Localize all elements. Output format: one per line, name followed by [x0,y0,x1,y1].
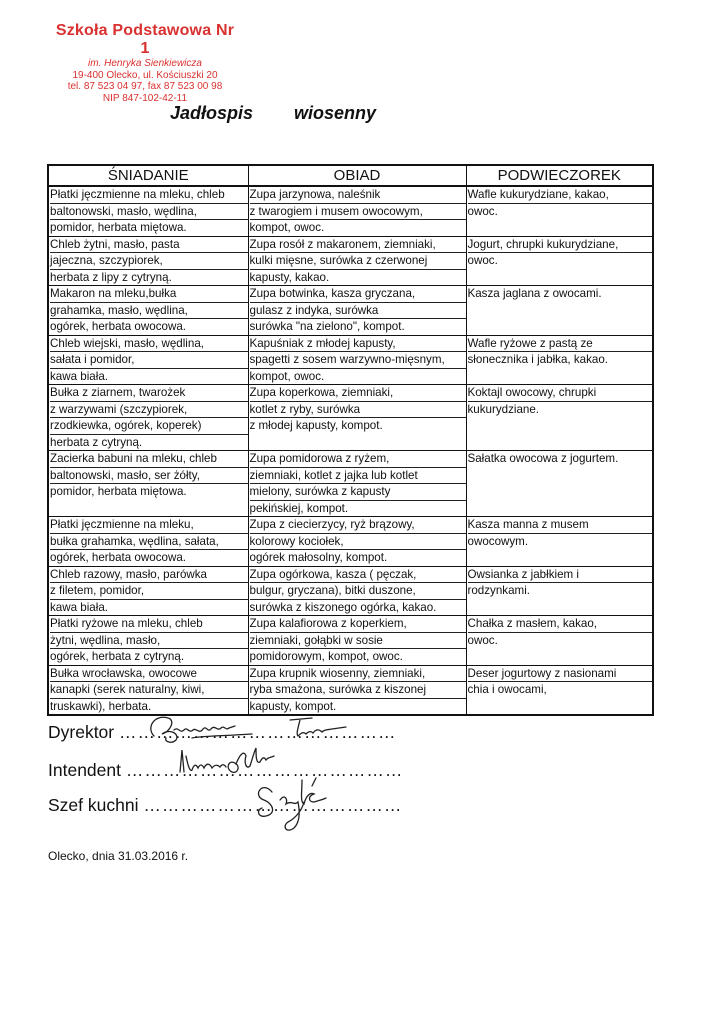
menu-cell-line: owoc. [467,204,498,218]
menu-cell-snack [466,616,653,666]
menu-cell-line: ziemniaki, gołąbki w sosie [250,633,466,650]
menu-cell-snack [466,566,653,616]
menu-cell-line: Bułka z ziarnem, twarożek [50,385,248,402]
menu-cell-breakfast [48,286,248,336]
menu-cell-line: kotlet z ryby, surówka [250,402,466,419]
menu-cell-line: Jogurt, chrupki kukurydziane, [468,237,653,254]
menu-cell-line: chia i owocami, [467,683,547,696]
table-row [48,385,653,451]
menu-cell-line: Zupa kalafiorowa z koperkiem, [250,616,466,633]
menu-cell-line: z filetem, pomidor, [50,583,248,600]
stamp-school-name: Szkoła Podstawowa Nr 1 [55,22,235,57]
stamp-phone: tel. 87 523 04 97, fax 87 523 00 98 [67,81,223,92]
menu-cell-lunch [248,517,466,567]
table-row [48,566,653,616]
chef-dots: …………………………………… [143,795,403,815]
table-row [48,286,653,336]
menu-cell-line: mielony, surówka z kapusty [250,484,466,501]
menu-cell-line: kapusty, kakao. [249,270,330,284]
table-row [48,236,653,286]
director-label: Dyrektor [48,722,115,742]
menu-cell-snack [466,451,653,517]
menu-table-body [48,186,653,715]
menu-cell-line: kawa biała. [50,369,109,383]
header-lunch: OBIAD [248,165,466,186]
menu-cell-line: Chałka z masłem, kakao, [468,616,653,633]
menu-cell-breakfast [48,517,248,567]
menu-cell-line: Zupa botwinka, kasza gryczana, [250,286,466,303]
menu-cell-line: pomidor, herbata miętowa. [50,221,187,234]
menu-cell-line: baltonowski, masło, wędlina, [50,204,248,221]
menu-cell-breakfast [48,385,248,451]
table-header-row [48,165,653,186]
menu-cell-line: bułka grahamka, wędlina, sałata, [50,534,248,551]
menu-cell-line: sałata i pomidor, [50,352,248,369]
menu-cell-lunch [248,385,466,451]
menu-cell-breakfast [48,566,248,616]
chef-handwritten-signature [252,772,342,840]
menu-cell-line: kukurydziane. [467,402,540,416]
header-snack: PODWIECZOREK [466,165,653,186]
menu-cell-snack [466,286,653,336]
menu-table [47,164,654,716]
header-breakfast: ŚNIADANIE [48,165,248,186]
menu-cell-line: Wafle ryżowe z pastą ze [468,336,653,353]
menu-cell-line: kulki mięsne, surówka z czerwonej [250,253,466,270]
menu-cell-line: grahamka, masło, wędlina, [50,303,248,320]
stamp-nip: NIP 847-102-42-11 [102,92,188,104]
menu-cell-line: pomidor, herbata miętowa. [50,485,187,498]
menu-cell-line: Deser jogurtowy z nasionami [468,666,653,683]
menu-cell-line: Kasza jaglana z owocami. [467,287,602,300]
menu-cell-snack [466,335,653,385]
menu-cell-line: Zupa krupnik wiosenny, ziemniaki, [250,666,466,683]
menu-cell-line: Owsianka z jabłkiem i [468,567,653,584]
menu-cell-line: Płatki jęczmienne na mleku, chleb [50,187,248,204]
menu-cell-line: Zupa ogórkowa, kasza ( pęczak, [250,567,466,584]
menu-cell-line: herbata z lipy z cytryną. [50,270,172,284]
menu-cell-line: Chleb razowy, masło, parówka [50,567,248,584]
menu-cell-lunch [248,286,466,336]
menu-cell-line: ogórek, herbata owocowa. [50,551,186,564]
document-date: Olecko, dnia 31.03.2016 r. [48,849,189,863]
menu-cell-line: pekińskiej, kompot. [249,501,349,515]
menu-cell-breakfast [48,335,248,385]
menu-cell-line: kawa biała. [50,600,109,614]
table-row [48,517,653,567]
menu-cell-line: kompot, owoc. [249,369,325,383]
menu-cell-line: ogórek małosolny, kompot. [249,551,388,564]
intendent-label: Intendent [48,760,121,780]
menu-cell-breakfast [48,616,248,666]
menu-cell-line: pomidorowym, kompot, owoc. [249,650,403,663]
menu-cell-line: z młodej kapusty, kompot. [249,419,383,432]
menu-cell-lunch [248,236,466,286]
menu-cell-line: z twarogiem i musem owocowym, [250,204,466,221]
menu-cell-lunch [248,566,466,616]
menu-cell-lunch [248,186,466,236]
menu-cell-breakfast [48,236,248,286]
menu-cell-line: Zupa rosół z makaronem, ziemniaki, [250,237,466,254]
menu-cell-line: baltonowski, masło, ser żółty, [50,468,248,485]
menu-cell-line: owocowym. [467,534,529,548]
menu-cell-line: Zupa koperkowa, ziemniaki, [250,385,466,402]
menu-cell-line: Chleb żytni, masło, pasta [50,237,248,254]
menu-cell-line: Płatki ryżowe na mleku, chleb [50,616,248,633]
menu-cell-line: ziemniaki, kotlet z jajka lub kotlet [250,468,466,485]
menu-cell-line: kapusty, kompot. [249,699,337,713]
menu-cell-line: słonecznika i jabłka, kakao. [467,353,608,366]
menu-cell-breakfast [48,451,248,517]
menu-cell-line: ogórek, herbata owocowa. [50,320,186,333]
menu-cell-line: owoc. [467,633,498,647]
title-word-1: Jadłospis [170,103,254,123]
menu-cell-line: z warzywami (szczypiorek, [50,402,248,419]
menu-cell-line: Sałatka owocowa z jogurtem. [467,452,619,465]
stamp-patron: im. Henryka Sienkiewicza [88,58,202,69]
menu-cell-line: kanapki (serek naturalny, kiwi, [50,682,248,699]
menu-cell-line: Zupa pomidorowa z ryżem, [250,451,466,468]
menu-cell-line: kolorowy kociołek, [250,534,466,551]
menu-cell-line: Wafle kukurydziane, kakao, [468,187,653,204]
menu-cell-line: jajeczna, szczypiorek, [50,253,248,270]
director-dots: ……………………………………… [119,722,397,742]
menu-cell-line: ryba smażona, surówka z kiszonej [250,682,466,699]
menu-cell-snack [466,236,653,286]
menu-cell-line: rodzynkami. [467,584,530,597]
menu-cell-line: Kasza manna z musem [468,517,653,534]
stamp-address: 19-400 Olecko, ul. Kościuszki 20 [72,69,218,81]
menu-cell-line: bulgur, gryczana), bitki duszone, [250,583,466,600]
menu-cell-lunch [248,335,466,385]
table-row [48,186,653,236]
menu-cell-line: Koktajl owocowy, chrupki [468,385,653,402]
menu-cell-line: Zupa z ciecierzycy, ryż brązowy, [250,517,466,534]
menu-cell-breakfast [48,186,248,236]
menu-cell-snack [466,517,653,567]
menu-cell-line: herbata z cytryną. [50,435,143,449]
intendent-dots: ……………………………………… [125,760,404,780]
menu-cell-line: truskawki), herbata. [50,699,152,713]
title-word-2: wiosenny [294,103,377,123]
menu-cell-line: żytni, wędlina, masło, [50,633,248,650]
table-row [48,335,653,385]
menu-cell-line: rzodkiewka, ogórek, koperek) [50,418,248,435]
menu-cell-lunch [248,451,466,517]
menu-cell-snack [466,385,653,451]
menu-cell-snack [466,186,653,236]
menu-cell-line: Kapuśniak z młodej kapusty, [250,336,466,353]
menu-cell-line: owoc. [467,254,498,267]
menu-cell-line: gulasz z indyka, surówka [250,303,466,320]
chef-signature-line [48,795,402,816]
menu-cell-line: spagetti z sosem warzywno-mięsnym, [250,352,466,369]
table-row [48,451,653,517]
menu-cell-line: Makaron na mleku,bułka [50,286,248,303]
menu-cell-line: Zacierka babuni na mleku, chleb [50,451,248,468]
menu-cell-snack [466,665,653,715]
table-row [48,616,653,666]
menu-cell-line: ogórek, herbata z cytryną. [50,650,185,663]
menu-cell-line: Zupa jarzynowa, naleśnik [250,187,466,204]
chef-label: Szef kuchni [48,795,139,815]
menu-cell-lunch [248,616,466,666]
menu-cell-line: surówka "na zielono", kompot. [249,320,405,333]
menu-cell-line: Bułka wrocławska, owocowe [50,666,248,683]
menu-cell-line: Chleb wiejski, masło, wędlina, [50,336,248,353]
menu-cell-line: Płatki jęczmienne na mleku, [50,517,248,534]
menu-cell-line: surówka z kiszonego ogórka, kakao. [249,600,437,614]
menu-cell-line: kompot, owoc. [249,221,325,234]
school-stamp [50,22,240,104]
